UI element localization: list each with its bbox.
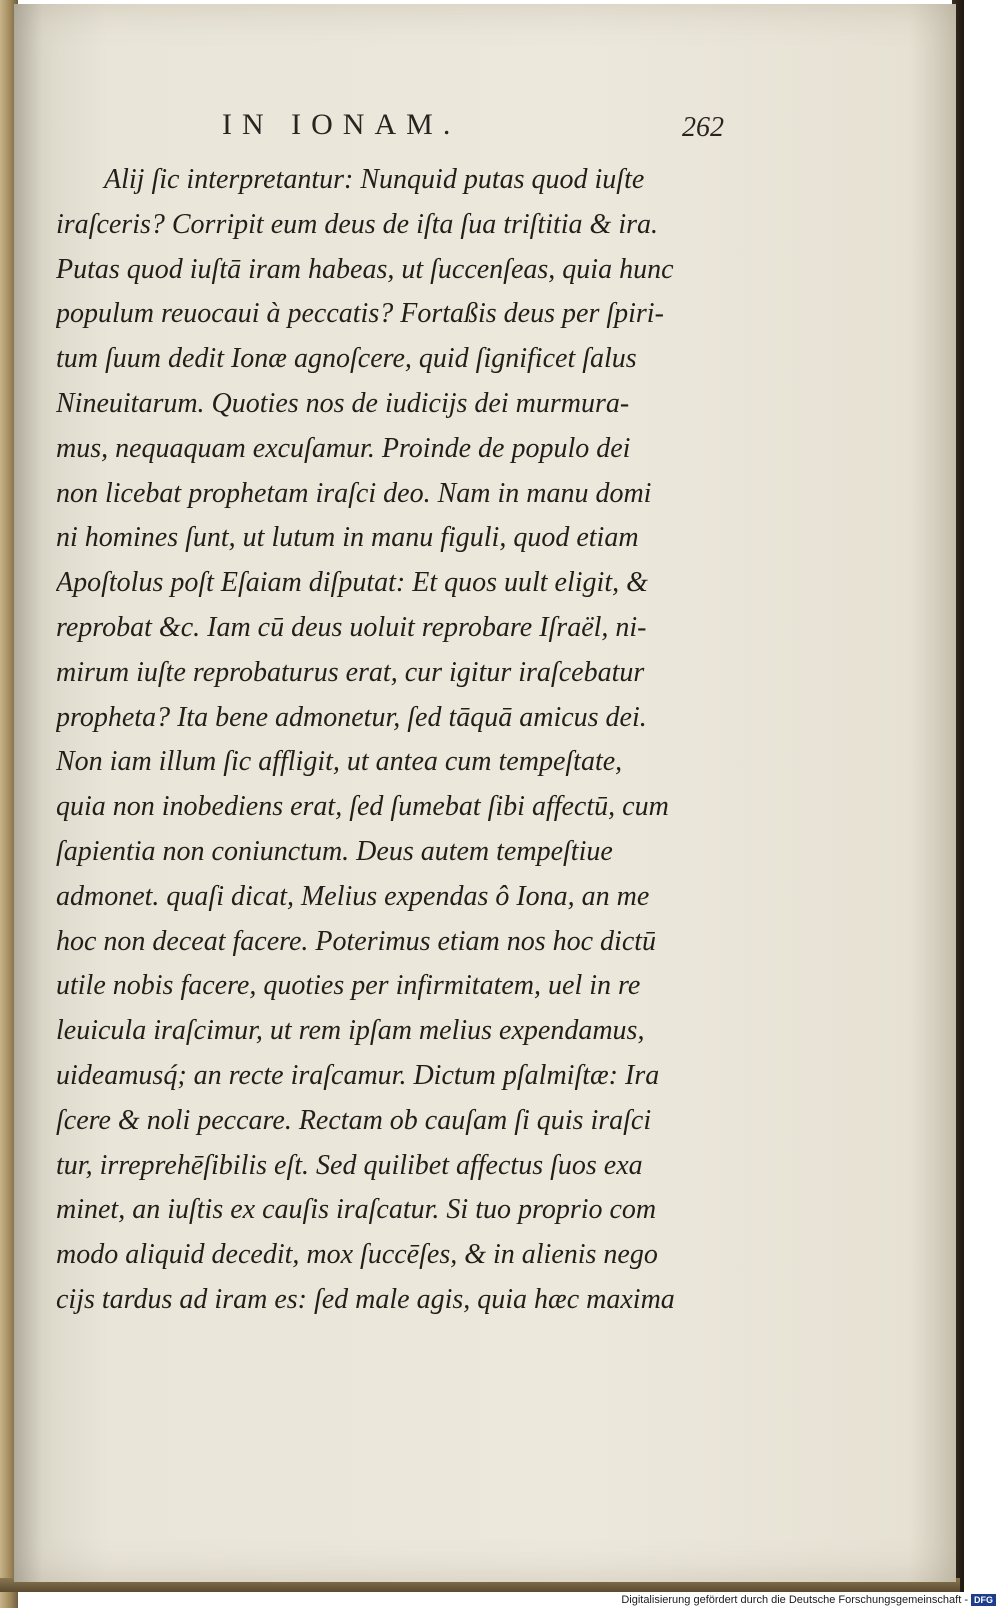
text-line: leuicula iraſcimur, ut rem ipſam melius expendamus, (56, 1015, 645, 1047)
text-line: iraſceris? Corripit eum deus de iſta ſua triſtitia & ira. (56, 208, 659, 240)
text-line: Nineuitarum. Quoties nos de iudicijs dei murmura- (56, 387, 630, 419)
text-line: Apoſtolus poſt Eſaiam diſputat: Et quos uult eligit, & (56, 567, 648, 599)
text-line: tur, irreprehēſibilis eſt. Sed quilibet affectus ſuos exa (56, 1149, 643, 1181)
text-line: ſcere & noli peccare. Rectam ob cauſam ſi quis iraſci (56, 1104, 652, 1136)
text-line: cijs tardus ad iram es: ſed male agis, quia hæc maxima (56, 1283, 675, 1315)
text-line: mus, nequaquam excuſamur. Proinde de populo dei (56, 432, 631, 464)
running-title: IN IONAM. (222, 108, 461, 141)
body-text (56, 158, 736, 1323)
text-line: propheta? Ita bene admonetur, ſed tāquā amicus dei. (56, 701, 647, 733)
text-line: minet, an iuſtis ex cauſis iraſcatur. Si tuo proprio com (56, 1194, 657, 1226)
text-line: Putas quod iuſtā iram habeas, ut ſuccenſeas, quia hunc (56, 253, 674, 285)
text-line: mirum iuſte reprobaturus erat, cur igitur iraſcebatur (56, 656, 645, 688)
text-line: modo aliquid decedit, mox ſuccēſes, & in alienis nego (56, 1239, 658, 1271)
text-line: quia non inobediens erat, ſed ſumebat ſibi affectū, cum (56, 791, 669, 823)
text-line: ni homines ſunt, ut lutum in manu figuli, quod etiam (56, 522, 639, 554)
text-line: utile nobis facere, quoties per infirmitatem, uel in re (56, 970, 641, 1002)
text-line: ſapientia non coniunctum. Deus autem tempeſtiue (56, 835, 613, 867)
text-line: reprobat &c. Iam cū deus uoluit reprobare Iſraël, ni- (56, 611, 647, 643)
text-line: non licebat prophetam iraſci deo. Nam in manu domi (56, 477, 652, 509)
credit-text: Digitalisierung gefördert durch die Deutsche Forschungsgemeinschaft - (621, 1594, 968, 1606)
text-line: Non iam illum ſic affligit, ut antea cum tempeſtate, (56, 746, 623, 778)
text-line: admonet. quaſi dicat, Melius expendas ô Iona, an me (56, 880, 650, 912)
text-line: populum reuocaui à peccatis? Fortaßis deus per ſpiri- (56, 298, 664, 330)
text-line: Alij ſic interpretantur: Nunquid putas quod iuſte (104, 164, 645, 195)
text-line: tum ſuum dedit Ionæ agnoſcere, quid ſignificet ſalus (56, 343, 637, 375)
text-line: hoc non deceat facere. Poterimus etiam nos hoc dictū (56, 925, 657, 957)
text-line: uideamusq́; an recte iraſcamur. Dictum pſalmiſtæ: Ira (56, 1059, 660, 1091)
dfg-logo: DFG (971, 1594, 996, 1606)
page-number: 262 (682, 112, 724, 143)
digitization-credit (590, 1592, 996, 1608)
